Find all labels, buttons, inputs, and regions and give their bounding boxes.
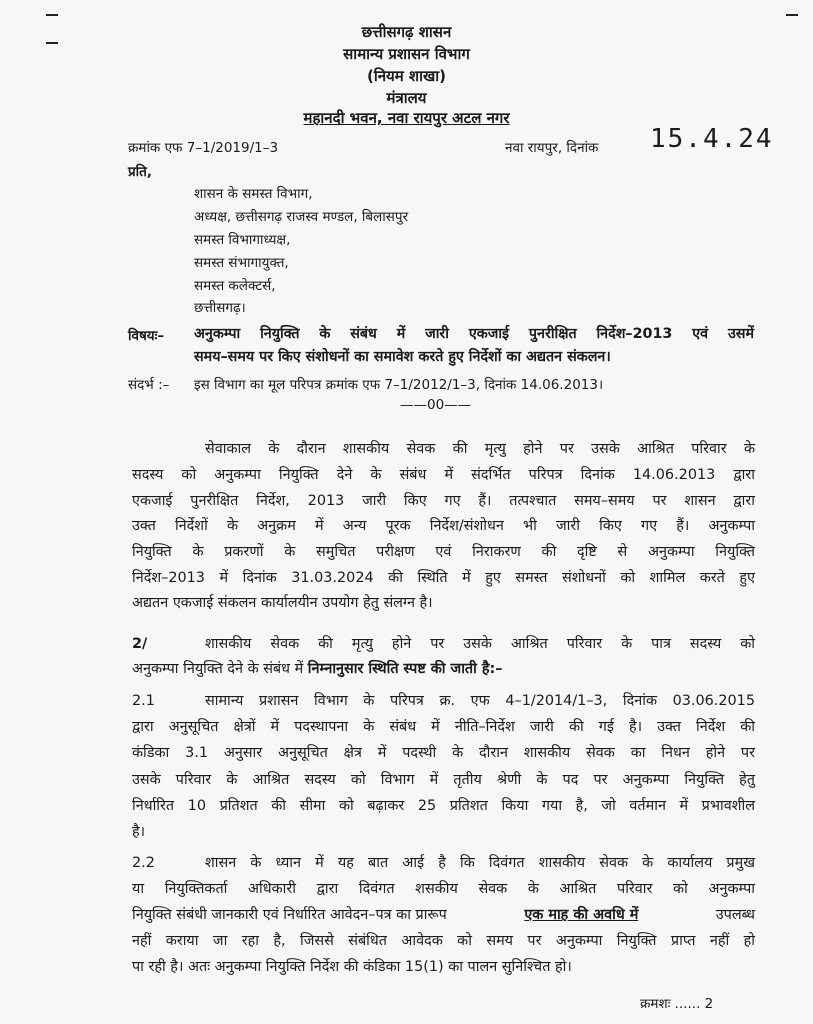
paragraph-line: सेवाकाल के दौरान शासकीय सेवक की मृत्यु होने पर उसके आश्रित परिवार के	[205, 441, 755, 457]
recipient: समस्त कलेक्टर्स,	[194, 278, 276, 294]
corner-mark	[46, 14, 58, 16]
order-number: क्रमांक एफ 7–1/2019/1–3	[128, 140, 279, 156]
paragraph-line: पा रही है। अतः अनुकम्पा नियुक्ति निर्देश की कंडिका 15(1) का पालन सुनिश्चित हो।	[132, 959, 572, 975]
header-ministry: मंत्रालय	[386, 89, 427, 107]
recipient: शासन के समस्त विभाग,	[194, 186, 313, 202]
subject-label: विषयः–	[128, 328, 165, 344]
paragraph-line: कंडिका 3.1 अनुसार अनुसूचित क्षेत्र में पदस्थी के दौरान शासकीय सेवक का निधन होने पर	[132, 745, 755, 761]
section-number: 2/	[132, 636, 148, 652]
paragraph-line: द्वारा अनुसूचित क्षेत्रों में पदस्थापना के संबंध में नीति–निर्देश जारी की गई है। उक्त निर्देश की	[132, 719, 755, 735]
section-number: 2.2	[132, 855, 155, 871]
to-label: प्रति,	[128, 164, 153, 180]
paragraph-line: उक्त निर्देशों के अनुक्रम में अन्य पूरक निर्देश/संशोधन भी जारी किए गए हैं। अनुकम्पा	[132, 518, 755, 534]
paragraph-line: अनुकम्पा नियुक्ति देने के संबंध में निम्नानुसार स्थिति स्पष्ट की जाती है:–	[132, 661, 503, 677]
handwritten-date: 15.4.24	[650, 124, 774, 154]
section-number: 2.1	[132, 693, 155, 709]
header-section: (नियम शाखा)	[366, 67, 447, 85]
context-text: इस विभाग का मूल परिपत्र क्रमांक एफ 7–1/2012/1–3, दिनांक 14.06.2013।	[194, 377, 604, 393]
context-label: संदर्भ :–	[128, 377, 170, 393]
recipient: समस्त संभागायुक्त,	[194, 255, 289, 271]
paragraph-line: शासकीय सेवक की मृत्यु होने पर उसके आश्रित परिवार के पात्र सदस्य को	[205, 636, 755, 652]
header-department: सामान्य प्रशासन विभाग	[343, 45, 470, 63]
recipient: अध्यक्ष, छत्तीसगढ़ राजस्व मण्डल, बिलासपुर	[194, 209, 409, 225]
paragraph-line: सदस्य को अनुकम्पा नियुक्ति देने के संबंध में संदर्भित परिपत्र दिनांक 14.06.2013 द्वारा	[132, 467, 755, 483]
recipient: समस्त विभागाध्यक्ष,	[194, 232, 291, 248]
paragraph-line: निर्धारित 10 प्रतिशत की सीमा को बढ़ाकर 25 प्रतिशत किया गया है, जो वर्तमान में प्रभावशील	[132, 798, 755, 814]
place-date-label: नवा रायपुर, दिनांक	[505, 140, 599, 156]
paragraph-line: उसके परिवार के आश्रित सदस्य को विभाग में तृतीय श्रेणी के पद पर अनुकम्पा नियुक्ति हेतु	[132, 772, 755, 788]
paragraph-line: निर्देश–2013 में दिनांक 31.03.2024 की स्थिति में हुए समस्त संशोधनों को शामिल करते हुए	[132, 570, 755, 586]
paragraph-line: अद्यतन एकजाई संकलन कार्यालयीन उपयोग हेतु संलग्न है।	[132, 595, 433, 611]
highlighted-deadline: एक माह की अवधि में	[524, 907, 639, 923]
paragraph-line: एकजाई पुनरीक्षित निर्देश, 2013 जारी किए गए हैं। तत्पश्चात समय–समय पर शासन द्वारा	[132, 493, 755, 509]
recipient: छत्तीसगढ़।	[194, 300, 246, 316]
header-address: महानदी भवन, नवा रायपुर अटल नगर	[303, 109, 510, 127]
paragraph-line: नहीं कराया जा रहा है, जिससे संबंधित आवेदक को समय पर अनुकम्पा नियुक्ति प्राप्त नहीं हो	[132, 933, 755, 949]
subject-line: अनुकम्पा नियुक्ति के संबंध में जारी एकजाई पुनरीक्षित निर्देश–2013 एवं उसमें	[194, 326, 754, 342]
paragraph-line: या नियुक्तिकर्ता अधिकारी द्वारा दिवंगत शसकीय सेवक के आश्रित परिवार को अनुकम्पा	[132, 881, 755, 897]
paragraph-line: नियुक्ति के प्रकरणों के समुचित परीक्षण एवं निराकरण की दृष्टि से अनुकम्पा नियुक्ति	[132, 544, 755, 560]
header-government: छत्तीसगढ़ शासन	[361, 23, 452, 41]
paragraph-line: है।	[132, 824, 146, 840]
subject-line: समय–समय पर किए संशोधनों का समावेश करते हुए निर्देशों का अद्यतन संकलन।	[194, 349, 611, 365]
paragraph-line: नियुक्ति संबंधी जानकारी एवं निर्धारित आवेदन–पत्र का प्रारूप एक माह की अवधि में उपलब्ध	[132, 902, 755, 929]
corner-mark	[786, 14, 798, 16]
paragraph-line: शासन के ध्यान में यह बात आई है कि दिवंगत शासकीय सेवक के कार्यालय प्रमुख	[205, 855, 755, 871]
paragraph-line: सामान्य प्रशासन विभाग के परिपत्र क्र. एफ 4–1/2014/1–3, दिनांक 03.06.2015	[205, 693, 755, 709]
separator: ——00——	[400, 397, 472, 413]
continued-marker: क्रमशः ...... 2	[640, 996, 714, 1012]
